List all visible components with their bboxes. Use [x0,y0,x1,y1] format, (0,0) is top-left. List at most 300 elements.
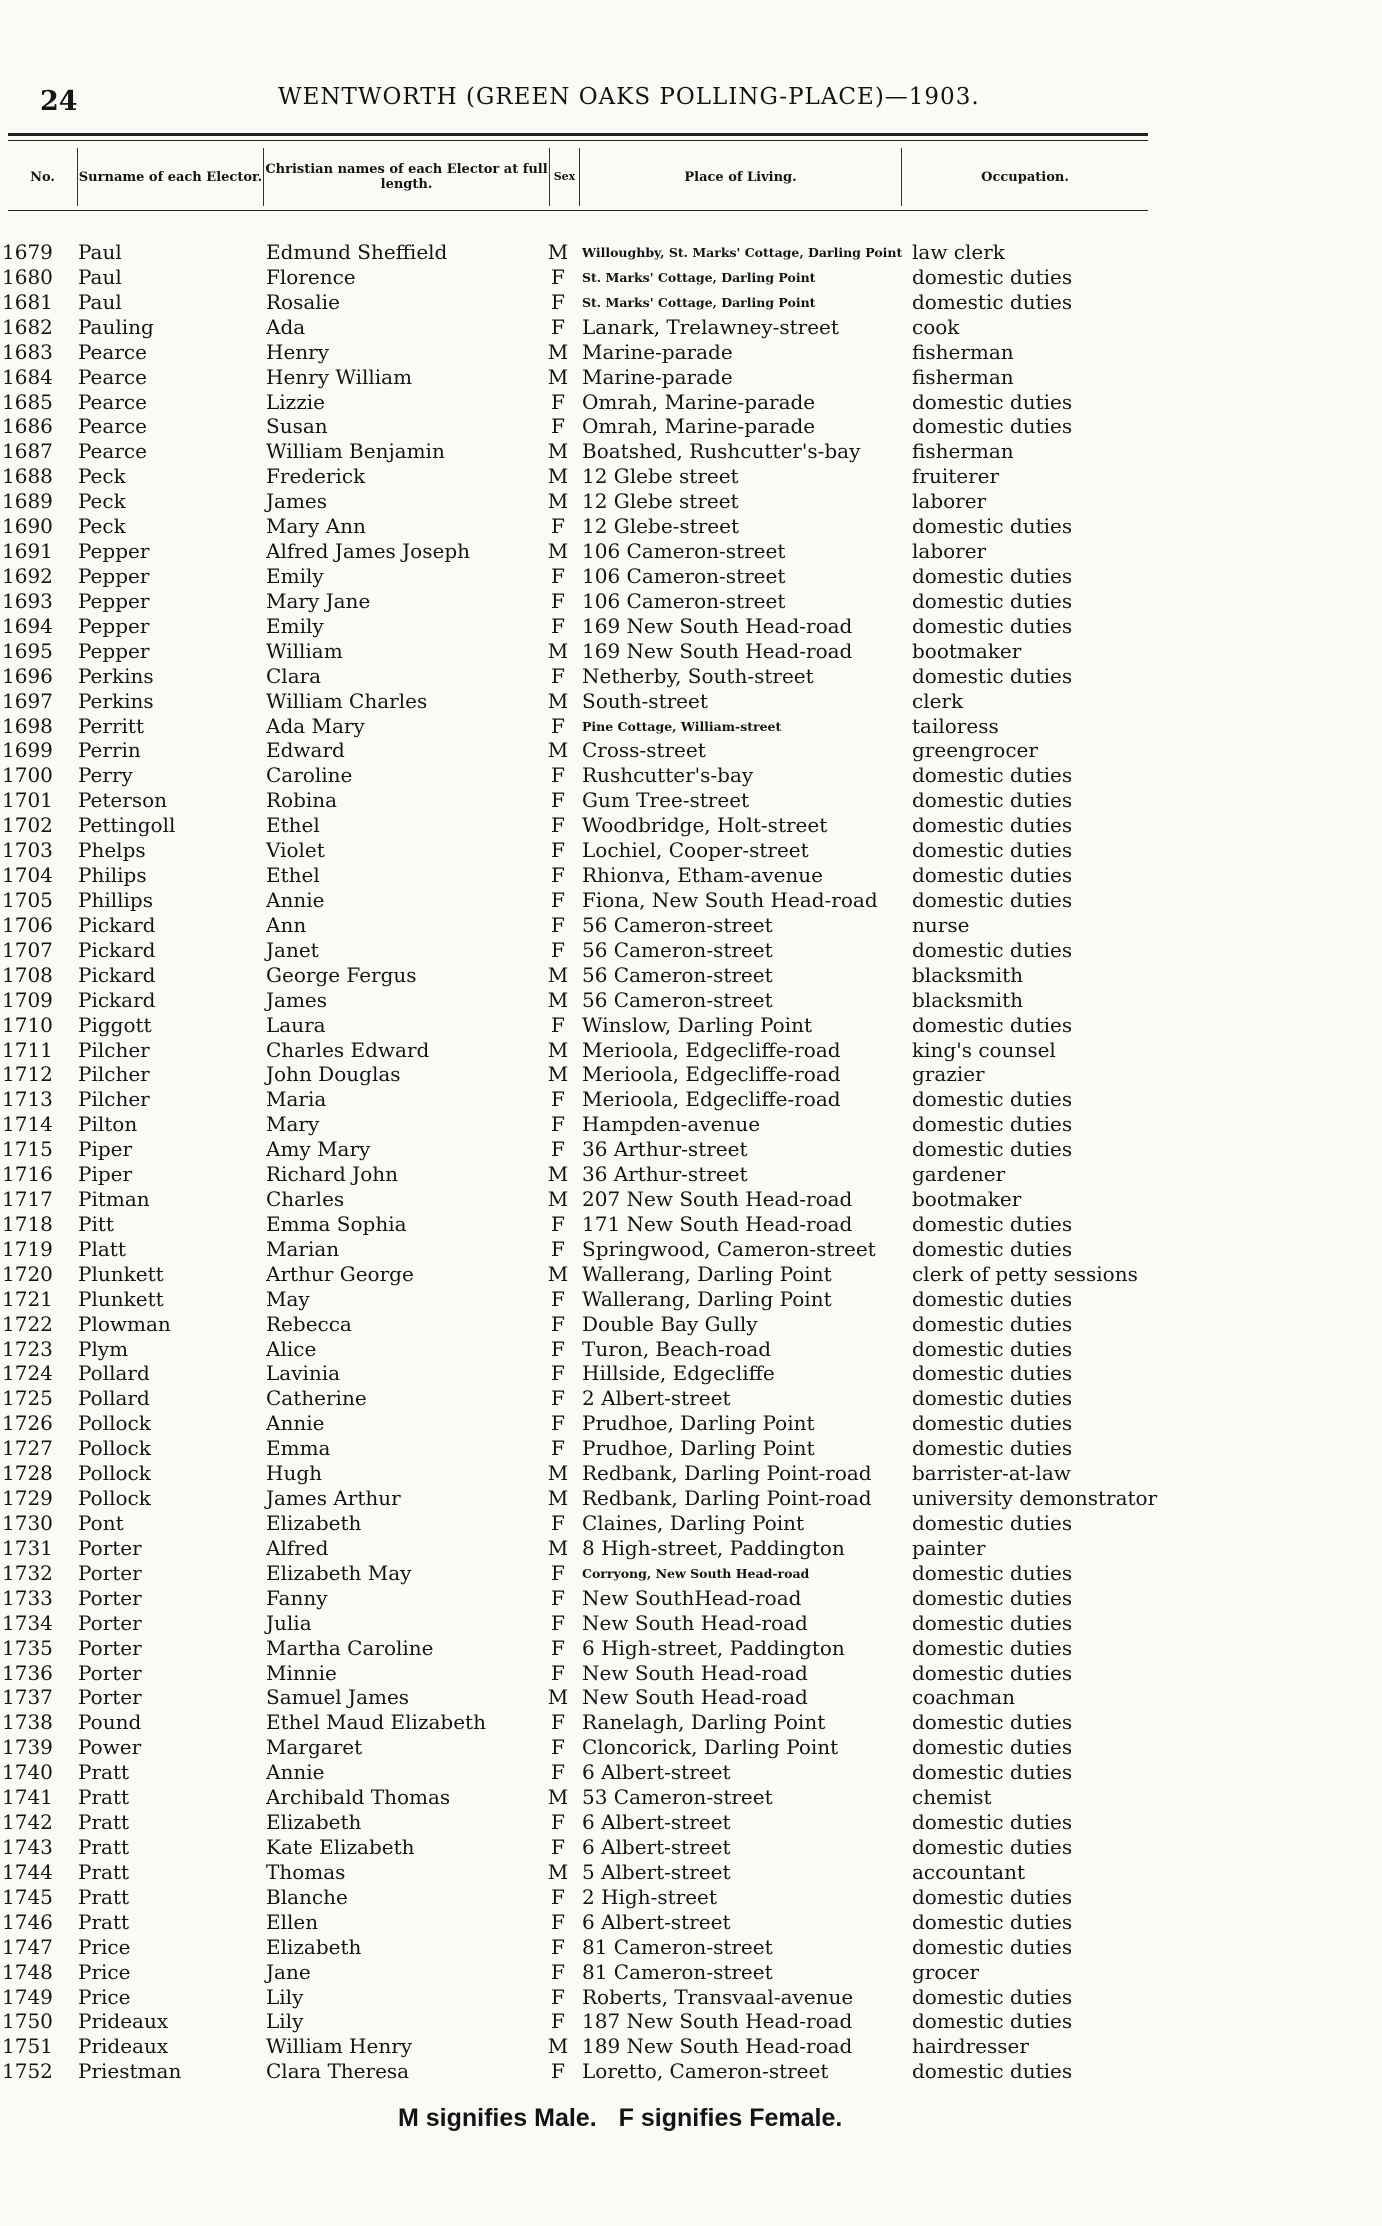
elector-surname: Pratt [78,1859,130,1884]
elector-occupation: domestic duties [912,1411,1073,1436]
elector-christian-names: John Douglas [266,1062,401,1087]
elector-row [0,365,1382,390]
elector-christian-names: Laura [266,1012,326,1037]
elector-surname: Pratt [78,1760,130,1785]
elector-christian-names: George Fergus [266,962,417,987]
elector-occupation: domestic duties [912,937,1073,962]
elector-row [0,1735,1382,1760]
elector-number: 1743 [2,1835,53,1859]
elector-surname: Pearce [78,389,147,414]
elector-number: 1695 [2,638,53,663]
elector-surname: Pollard [78,1386,150,1411]
elector-christian-names: Florence [266,264,356,289]
elector-number: 1682 [2,314,53,339]
elector-occupation: greengrocer [912,738,1038,763]
elector-row [0,1910,1382,1935]
elector-place-of-living: St. Marks' Cottage, Darling Point [582,269,816,285]
elector-row [0,1586,1382,1611]
elector-occupation: domestic duties [912,1710,1073,1735]
elector-place-of-living: Gum Tree-street [582,788,750,813]
elector-row [0,539,1382,564]
page-number: 24 [40,86,78,117]
elector-sex: M [547,464,569,489]
elector-number: 1738 [2,1710,53,1735]
elector-sex: F [551,1660,565,1685]
male-legend: M signifies Male. [398,2104,597,2132]
elector-number: 1721 [2,1286,53,1311]
elector-surname: Porter [78,1535,142,1560]
elector-number: 1745 [2,1884,53,1909]
elector-place-of-living: New South Head-road [582,1610,808,1635]
elector-place-of-living: Lochiel, Cooper-street [582,838,809,863]
elector-surname: Pearce [78,414,147,439]
elector-row [0,614,1382,639]
elector-sex: F [551,1436,565,1461]
elector-sex: F [551,1361,565,1386]
elector-row [0,1038,1382,1063]
elector-sex: F [551,1635,565,1660]
elector-sex: F [551,763,565,788]
elector-place-of-living: 12 Glebe street [582,489,739,514]
elector-row [0,1237,1382,1262]
elector-occupation: grazier [912,1062,985,1087]
elector-row [0,290,1382,315]
elector-christian-names: Clara Theresa [266,2059,410,2084]
elector-place-of-living: Pine Cottage, William-street [582,718,782,734]
elector-surname: Pilcher [78,1037,150,1062]
elector-place-of-living: Ranelagh, Darling Point [582,1710,826,1735]
elector-sex: M [547,240,569,264]
elector-surname: Pratt [78,1810,130,1835]
elector-surname: Paul [78,240,122,264]
elector-row [0,888,1382,913]
elector-christian-names: Richard John [266,1162,399,1187]
elector-place-of-living: Roberts, Transvaal-avenue [582,1984,854,2009]
elector-number: 1701 [2,788,53,813]
elector-surname: Pitman [78,1187,150,1212]
elector-sex: F [551,314,565,339]
elector-row [0,1013,1382,1038]
elector-christian-names: Annie [266,1760,325,1785]
elector-row [0,2059,1382,2084]
elector-occupation: domestic duties [912,264,1073,289]
elector-row [0,1835,1382,1860]
elector-occupation: domestic duties [912,1934,1073,1959]
elector-christian-names: Alice [266,1336,317,1361]
elector-number: 1723 [2,1336,53,1361]
elector-christian-names: Emma Sophia [266,1211,407,1236]
elector-surname: Pollock [78,1461,151,1486]
elector-row [0,1636,1382,1661]
elector-row [0,664,1382,689]
elector-christian-names: William Charles [266,688,428,713]
elector-surname: Paul [78,289,122,314]
elector-number: 1748 [2,1959,53,1984]
elector-surname: Platt [78,1236,126,1261]
sex-legend [398,2104,842,2133]
elector-sex: F [551,887,565,912]
elector-christian-names: Lily [266,1984,304,2009]
elector-place-of-living: 106 Cameron-street [582,588,786,613]
elector-christian-names: Annie [266,1411,325,1436]
elector-christian-names: Jane [266,1959,311,1984]
elector-row [0,1536,1382,1561]
column-header-surname: Surname of each Elector. [78,148,264,206]
elector-sex: F [551,912,565,937]
elector-number: 1690 [2,514,53,539]
elector-occupation: domestic duties [912,788,1073,813]
elector-place-of-living: 169 New South Head-road [582,613,853,638]
elector-row [0,963,1382,988]
elector-surname: Piper [78,1137,133,1162]
elector-number: 1716 [2,1162,53,1187]
elector-christian-names: Margaret [266,1735,363,1760]
elector-occupation: blacksmith [912,962,1023,987]
elector-occupation: domestic duties [912,1286,1073,1311]
elector-occupation: domestic duties [912,1660,1073,1685]
elector-row [0,1187,1382,1212]
elector-christian-names: Elizabeth [266,1511,362,1536]
elector-surname: Power [78,1735,142,1760]
elector-place-of-living: 56 Cameron-street [582,987,773,1012]
elector-row [0,988,1382,1013]
elector-place-of-living: Redbank, Darling Point-road [582,1461,872,1486]
elector-christian-names: Maria [266,1087,327,1112]
elector-sex: F [551,1934,565,1959]
elector-occupation: hairdresser [912,2034,1029,2059]
elector-sex: M [547,2034,569,2059]
elector-place-of-living: 6 Albert-street [582,1835,731,1859]
elector-number: 1689 [2,489,53,514]
elector-number: 1732 [2,1560,53,1585]
elector-number: 1694 [2,613,53,638]
elector-occupation: domestic duties [912,1137,1073,1162]
elector-number: 1741 [2,1785,53,1810]
elector-row [0,1087,1382,1112]
elector-row [0,1262,1382,1287]
elector-occupation: domestic duties [912,1386,1073,1411]
elector-surname: Pearce [78,439,147,464]
elector-place-of-living: Wallerang, Darling Point [582,1286,832,1311]
elector-occupation: nurse [912,912,970,937]
elector-occupation: barrister-at-law [912,1461,1071,1486]
elector-surname: Pollard [78,1361,150,1386]
elector-place-of-living: 6 Albert-street [582,1909,731,1934]
elector-sex: F [551,1311,565,1336]
elector-sex: M [547,688,569,713]
elector-row [0,1561,1382,1586]
elector-surname: Pound [78,1710,142,1735]
elector-christian-names: Elizabeth May [266,1560,412,1585]
elector-surname: Pearce [78,339,147,364]
header-rule-thick [8,133,1148,136]
elector-row [0,240,1382,265]
elector-occupation: domestic duties [912,1087,1073,1112]
elector-occupation: university demonstrator [912,1486,1158,1511]
elector-number: 1683 [2,339,53,364]
elector-row [0,1411,1382,1436]
elector-place-of-living: Omrah, Marine-parade [582,414,816,439]
elector-place-of-living: Woodbridge, Holt-street [582,813,828,838]
elector-christian-names: Susan [266,414,328,439]
elector-row [0,489,1382,514]
elector-number: 1725 [2,1386,53,1411]
elector-occupation: domestic duties [912,1436,1073,1461]
elector-sex: F [551,863,565,888]
elector-number: 1709 [2,987,53,1012]
elector-place-of-living: 81 Cameron-street [582,1959,773,1984]
elector-place-of-living: Hampden-avenue [582,1112,761,1137]
elector-christian-names: Clara [266,663,322,688]
elector-surname: Price [78,1934,131,1959]
elector-christian-names: Frederick [266,464,366,489]
elector-place-of-living: Hillside, Edgecliffe [582,1361,775,1386]
elector-row [0,938,1382,963]
elector-occupation: coachman [912,1685,1016,1710]
elector-place-of-living: Marine-parade [582,364,733,389]
elector-christian-names: Ethel Maud Elizabeth [266,1710,486,1735]
elector-row [0,1710,1382,1735]
elector-christian-names: Hugh [266,1461,323,1486]
elector-occupation: domestic duties [912,1810,1073,1835]
elector-christian-names: William Henry [266,2034,413,2059]
elector-sex: M [547,339,569,364]
elector-sex: F [551,414,565,439]
elector-sex: F [551,1087,565,1112]
elector-sex: F [551,1112,565,1137]
elector-christian-names: Mary Jane [266,588,371,613]
elector-sex: F [551,1336,565,1361]
column-headers [8,148,1148,206]
elector-place-of-living: Double Bay Gully [582,1311,758,1336]
elector-surname: Porter [78,1635,142,1660]
column-header-occupation: Occupation. [981,169,1069,185]
elector-surname: Priestman [78,2059,182,2084]
elector-row [0,1337,1382,1362]
elector-occupation: gardener [912,1162,1006,1187]
elector-number: 1731 [2,1535,53,1560]
column-header-sex: Sex [550,148,580,206]
elector-surname: Peterson [78,788,168,813]
elector-sex: F [551,713,565,738]
elector-christian-names: Alfred James Joseph [266,539,471,564]
elector-place-of-living: 207 New South Head-road [582,1187,853,1212]
elector-christian-names: James [266,987,328,1012]
elector-place-of-living: 56 Cameron-street [582,937,773,962]
elector-surname: Pollock [78,1411,151,1436]
elector-row [0,265,1382,290]
elector-christian-names: Marian [266,1236,340,1261]
elector-place-of-living: 8 High-street, Paddington [582,1535,845,1560]
elector-row [0,788,1382,813]
elector-christian-names: Kate Elizabeth [266,1835,415,1859]
elector-number: 1719 [2,1236,53,1261]
elector-occupation: domestic duties [912,1635,1073,1660]
elector-occupation: bootmaker [912,638,1022,663]
elector-place-of-living: 36 Arthur-street [582,1162,748,1187]
elector-number: 1697 [2,688,53,713]
elector-occupation: domestic duties [912,1760,1073,1785]
elector-sex: M [547,738,569,763]
elector-surname: Philips [78,863,147,888]
elector-sex: F [551,1710,565,1735]
elector-surname: Pickard [78,987,156,1012]
elector-christian-names: Caroline [266,763,353,788]
elector-row [0,1062,1382,1087]
column-header-christian: Christian names of each Elector at full length. [264,148,550,206]
elector-christian-names: Ann [266,912,307,937]
elector-number: 1680 [2,264,53,289]
elector-sex: F [551,1585,565,1610]
elector-surname: Pickard [78,937,156,962]
elector-row [0,1685,1382,1710]
elector-sex: M [547,1859,569,1884]
elector-christian-names: James Arthur [266,1486,401,1511]
elector-row [0,564,1382,589]
column-header-no: No. [8,148,78,206]
elector-row [0,1112,1382,1137]
elector-number: 1685 [2,389,53,414]
elector-place-of-living: 187 New South Head-road [582,2009,853,2034]
elector-surname: Plunkett [78,1286,164,1311]
elector-christian-names: Elizabeth [266,1810,362,1835]
elector-place-of-living: New SouthHead-road [582,1585,802,1610]
elector-christian-names: Ada Mary [266,713,365,738]
elector-surname: Pearce [78,364,147,389]
elector-number: 1703 [2,838,53,863]
elector-number: 1749 [2,1984,53,2009]
elector-surname: Pilton [78,1112,138,1137]
elector-row [0,913,1382,938]
elector-surname: Porter [78,1585,142,1610]
elector-christian-names: Thomas [266,1859,346,1884]
elector-surname: Piper [78,1162,133,1187]
elector-christian-names: Edmund Sheffield [266,240,448,264]
elector-christian-names: Blanche [266,1884,348,1909]
elector-christian-names: Arthur George [266,1261,414,1286]
elector-number: 1707 [2,937,53,962]
elector-christian-names: Rosalie [266,289,340,314]
elector-surname: Porter [78,1685,142,1710]
elector-place-of-living: 189 New South Head-road [582,2034,853,2059]
elector-place-of-living: 169 New South Head-road [582,638,853,663]
elector-row [0,1361,1382,1386]
elector-number: 1746 [2,1909,53,1934]
elector-sex: F [551,1610,565,1635]
elector-sex: M [547,1486,569,1511]
elector-surname: Perritt [78,713,144,738]
elector-row [0,1760,1382,1785]
elector-number: 1708 [2,962,53,987]
elector-number: 1726 [2,1411,53,1436]
elector-occupation: painter [912,1535,986,1560]
elector-sex: M [547,1461,569,1486]
elector-place-of-living: Cloncorick, Darling Point [582,1735,839,1760]
elector-christian-names: Emily [266,613,324,638]
elector-sex: F [551,2009,565,2034]
elector-christian-names: Mary [266,1112,320,1137]
elector-occupation: domestic duties [912,1835,1073,1859]
elector-occupation: clerk [912,688,964,713]
elector-occupation: domestic duties [912,1511,1073,1536]
elector-occupation: domestic duties [912,1610,1073,1635]
elector-sex: M [547,1685,569,1710]
elector-number: 1698 [2,713,53,738]
elector-row [0,738,1382,763]
elector-christian-names: Archibald Thomas [266,1785,451,1810]
elector-place-of-living: 53 Cameron-street [582,1785,773,1810]
elector-christian-names: Amy Mary [266,1137,371,1162]
elector-sex: F [551,1411,565,1436]
elector-number: 1691 [2,539,53,564]
elector-place-of-living: Marine-parade [582,339,733,364]
elector-christian-names: Emma [266,1436,331,1461]
elector-number: 1737 [2,1685,53,1710]
elector-surname: Porter [78,1610,142,1635]
elector-number: 1688 [2,464,53,489]
elector-row [0,813,1382,838]
elector-surname: Pollock [78,1436,151,1461]
elector-occupation: domestic duties [912,1735,1073,1760]
elector-occupation: fisherman [912,339,1014,364]
elector-number: 1710 [2,1012,53,1037]
elector-christian-names: Fanny [266,1585,328,1610]
elector-christian-names: Janet [266,937,319,962]
elector-occupation: domestic duties [912,1012,1073,1037]
elector-number: 1750 [2,2009,53,2034]
elector-christian-names: Ethel [266,863,320,888]
elector-christian-names: Lizzie [266,389,325,414]
elector-place-of-living: Prudhoe, Darling Point [582,1411,815,1436]
elector-place-of-living: Turon, Beach-road [582,1336,772,1361]
elector-occupation: clerk of petty sessions [912,1261,1138,1286]
elector-number: 1724 [2,1361,53,1386]
elector-sex: F [551,1810,565,1835]
elector-place-of-living: 6 Albert-street [582,1760,731,1785]
elector-occupation: domestic duties [912,414,1073,439]
elector-occupation: accountant [912,1859,1026,1884]
elector-place-of-living: Lanark, Trelawney-street [582,314,839,339]
elector-place-of-living: Netherby, South-street [582,663,814,688]
elector-sex: F [551,588,565,613]
elector-sex: M [547,539,569,564]
elector-sex: F [551,663,565,688]
elector-row [0,439,1382,464]
elector-number: 1699 [2,738,53,763]
elector-christian-names: Annie [266,887,325,912]
elector-place-of-living: 171 New South Head-road [582,1211,853,1236]
elector-occupation: domestic duties [912,863,1073,888]
elector-occupation: domestic duties [912,563,1073,588]
elector-number: 1720 [2,1261,53,1286]
elector-number: 1681 [2,289,53,314]
elector-place-of-living: 106 Cameron-street [582,563,786,588]
elector-row [0,1985,1382,2010]
elector-surname: Pauling [78,314,154,339]
elector-occupation: fruiterer [912,464,1000,489]
elector-sex: M [547,987,569,1012]
elector-christian-names: Lily [266,2009,304,2034]
elector-number: 1692 [2,563,53,588]
elector-christian-names: Lavinia [266,1361,341,1386]
elector-surname: Perkins [78,663,154,688]
elector-number: 1696 [2,663,53,688]
elector-occupation: domestic duties [912,663,1073,688]
elector-christian-names: Emily [266,563,324,588]
elector-occupation: domestic duties [912,514,1073,539]
elector-number: 1718 [2,1211,53,1236]
elector-number: 1704 [2,863,53,888]
